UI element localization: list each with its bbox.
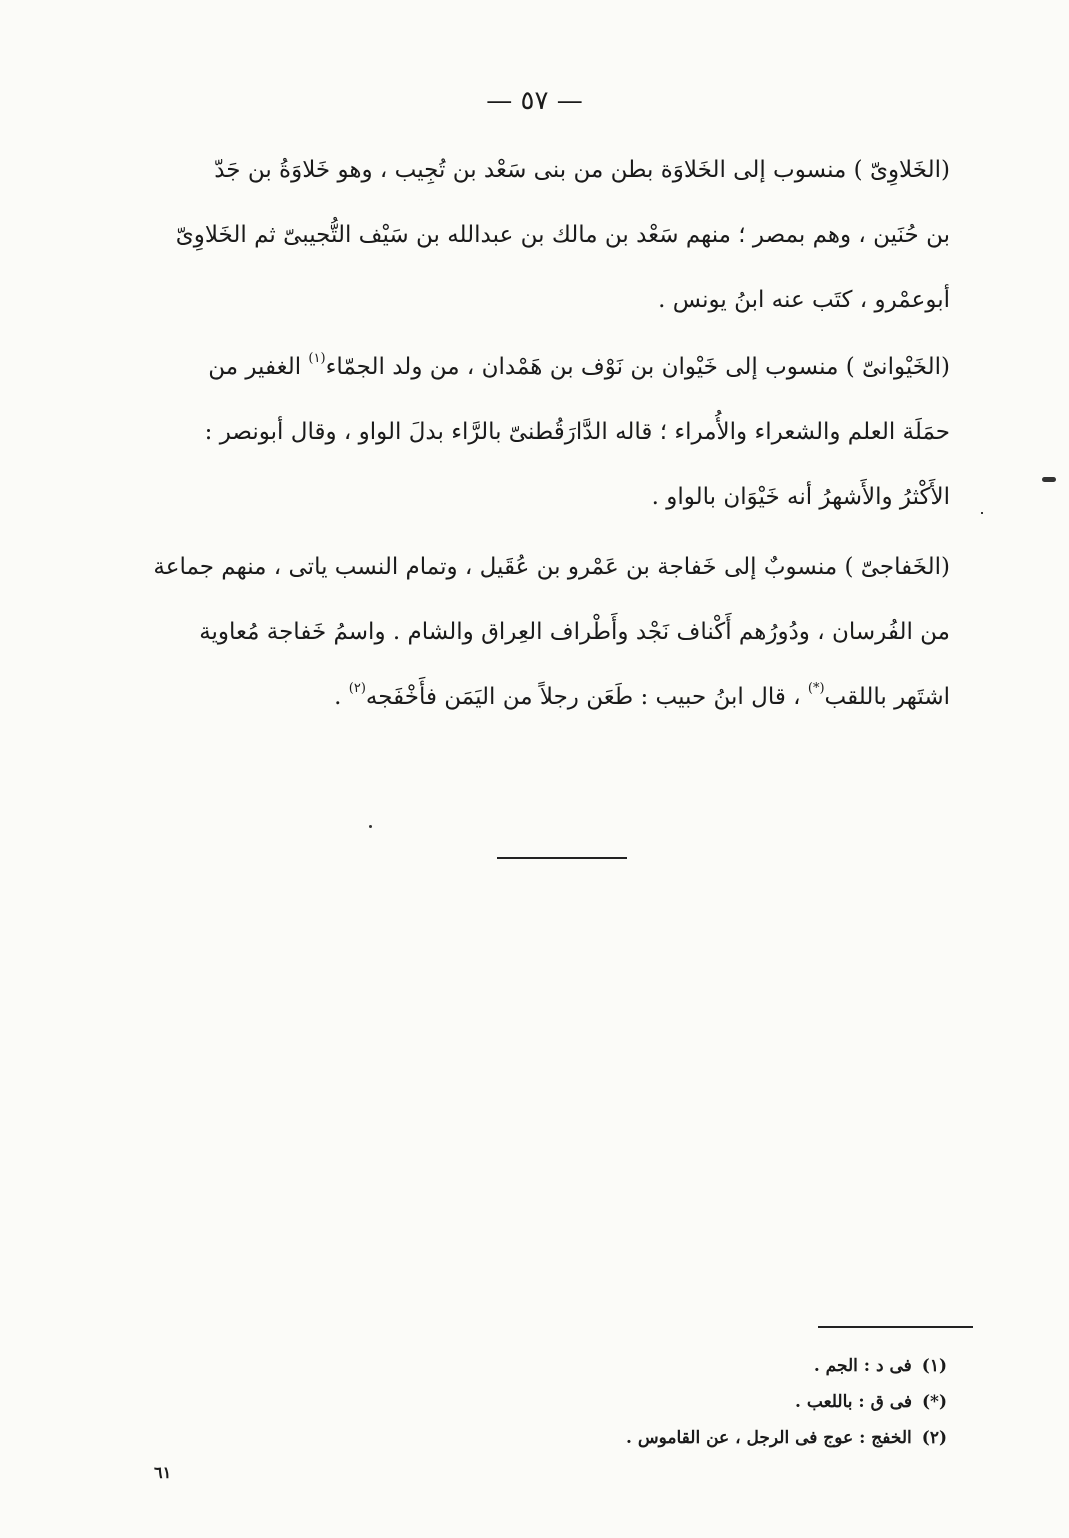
entry-line: حمَلَة العلم والشعراء والأُمراء ؛ قاله الدَّارَقُطنىّ بالرَّاء بدلَ الواو ، وقال أبونصر :: [204, 419, 950, 445]
footnote-divider: [818, 1326, 973, 1328]
entry-line: (الخَلاوِىّ ) منسوب إلى الخَلاوَة بطن من بنى سَعْد بن تُجِيب ، وهو خَلاوَةُ بن جَدّ: [214, 157, 950, 183]
entry-line: [150, 335, 950, 400]
entry-khaywani: [150, 335, 950, 530]
footnote-marker: (*): [922, 1392, 947, 1412]
entry-line: أبوعمْرو ، كتَب عنه ابنُ يونس .: [658, 287, 950, 313]
footnote-text: فى ق : باللعب .: [795, 1392, 913, 1412]
footnote-marker: (١): [921, 1356, 947, 1376]
page-number: — ٥٧ —: [486, 86, 583, 116]
entry-line-end: .: [334, 684, 342, 710]
footnote-ref-star: (*): [807, 681, 825, 696]
ink-speck: [981, 512, 983, 514]
footnote: [247, 1384, 947, 1420]
entry-line: [150, 665, 950, 730]
signature-mark: ٦١: [154, 1463, 172, 1482]
entry-line: من الفُرسان ، ودُورُهم أَكْناف نَجْد وأَطْراف العِراق والشام . واسمُ خَفاجة مُعاوية: [199, 619, 950, 645]
footnote-text: الخفج : عوج فى الرجل ، عن القاموس .: [626, 1428, 912, 1448]
entry-khafaji: [150, 535, 950, 730]
entry-line-text: ، قال ابنُ حبيب : طَعَن رجلاً من اليَمَن فأَخْفَجه: [365, 684, 801, 710]
footnote-text: فى د : الجم .: [813, 1356, 912, 1376]
ink-speck: [369, 825, 372, 828]
entry-line: (الخَفاجىّ ) منسوبٌ إلى خَفاجة بن عَمْرو بن عُقَيل ، وتمام النسب ياتى ، منهم جماعة: [153, 554, 950, 580]
entry-khalawi: [150, 138, 950, 333]
entry-line: الأَكْثرُ والأَشهرُ أنه خَيْوَان بالواو .: [651, 484, 950, 510]
footnote: [247, 1420, 947, 1456]
entry-line-text: اشتَهر باللقب: [824, 684, 950, 710]
footnote-marker: (٢): [921, 1428, 947, 1448]
footnote-ref-2: (٢): [348, 681, 366, 696]
footnote: [247, 1348, 947, 1384]
section-divider: [497, 857, 627, 859]
entry-line: بن حُنَين ، وهم بمصر ؛ منهم سَعْد بن مالك بن عبدالله بن سَيْف التُّجيبىّ ثم الخَلاوِىّ: [175, 222, 950, 248]
footnotes: [247, 1348, 947, 1456]
entry-line-tail: الغفير من: [208, 354, 302, 380]
footnote-ref-1: (١): [308, 351, 326, 366]
ink-speck: [1042, 477, 1056, 482]
entry-line-text: (الخَيْوانىّ ) منسوب إلى خَيْوان بن نَوْف بن هَمْدان ، من ولد الجمّاء: [325, 354, 950, 380]
